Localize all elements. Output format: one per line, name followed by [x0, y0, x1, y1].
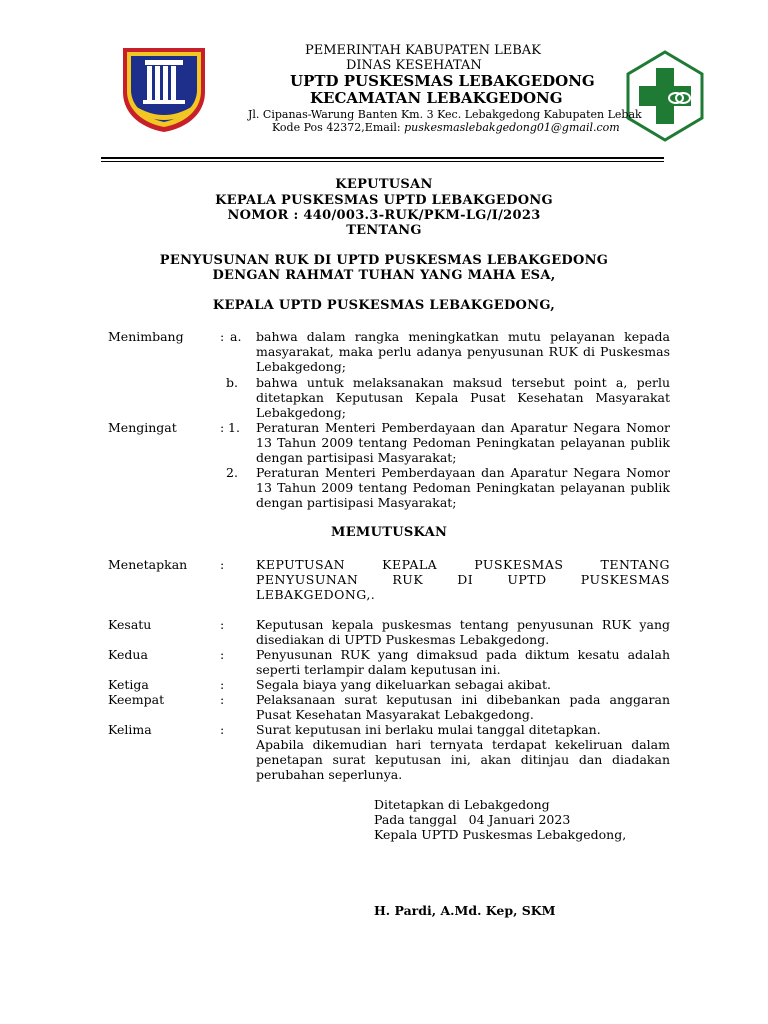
doc-number: NOMOR : 440/003.3-RUK/PKM-LG/I/2023	[227, 208, 541, 223]
doc-preamble: DENGAN RAHMAT TUHAN YANG MAHA ESA,	[212, 268, 556, 283]
letterhead-line-4: KECAMATAN LEBAKGEDONG	[310, 89, 563, 107]
letterhead-line-3: UPTD PUSKESMAS LEBAKGEDONG	[290, 72, 595, 90]
diktum-colon: :	[220, 617, 225, 632]
diktum-label-kedua: Kedua	[108, 647, 148, 662]
diktum-colon: :	[220, 647, 225, 662]
diktum-text-kelima-2: Apabila dikemudian hari ternyata terdapat kekeliruan dalam penetapan surat keputusan ini, akan ditinjau dan diadakan perubahan seperlunya.	[256, 737, 670, 782]
signature-date: Pada tanggal 04 Januari 2023	[374, 812, 571, 827]
diktum-text-kedua: Penyusunan RUK yang dimaksud pada diktum kesatu adalah seperti terlampir dalam keputusan ini.	[256, 647, 670, 677]
kabupaten-lebak-emblem	[117, 42, 211, 134]
diktum-label-keempat: Keempat	[108, 692, 165, 707]
diktum-text-ketiga: Segala biaya yang dikeluarkan sebagai akibat.	[256, 677, 551, 692]
memutuskan-heading: MEMUTUSKAN	[331, 525, 448, 540]
diktum-text-kelima: Surat keputusan ini berlaku mulai tanggal ditetapkan.	[256, 722, 601, 737]
doc-subject: PENYUSUNAN RUK DI UPTD PUSKESMAS LEBAKGEDONG	[159, 253, 609, 268]
diktum-colon: :	[220, 722, 225, 737]
diktum-label-menetapkan: Menetapkan	[108, 557, 188, 572]
letterhead-address: Jl. Cipanas-Warung Banten Km. 3 Kec. Lebakgedong Kabupaten Lebak	[248, 108, 642, 121]
menimbang-a-text: bahwa dalam rangka meningkatkan mutu pelayanan kepada masyarakat, maka perlu adanya penyusunan RUK di Puskesmas Lebakgedong;	[256, 329, 670, 374]
mengingat-label: Mengingat	[108, 420, 177, 435]
mengingat-colon: :	[220, 420, 225, 435]
diktum-label-kelima: Kelima	[108, 722, 152, 737]
menimbang-colon: :	[220, 329, 225, 344]
letterhead-rule-thin	[101, 161, 664, 162]
letterhead-line-1: PEMERINTAH KABUPATEN LEBAK	[305, 43, 541, 58]
diktum-colon: :	[220, 677, 225, 692]
signature-name: H. Pardi, A.Md. Kep, SKM	[374, 903, 556, 918]
menimbang-a-marker: a.	[230, 329, 242, 344]
diktum-text-menetapkan: KEPUTUSAN KEPALA PUSKESMAS TENTANG PENYUSUNAN RUK DI UPTD PUSKESMAS LEBAKGEDONG,.	[256, 557, 670, 602]
email-address: puskesmaslebakgedong01@gmail.com	[404, 121, 620, 134]
mengingat-2-text: Peraturan Menteri Pemberdayaan dan Aparatur Negara Nomor 13 Tahun 2009 tentang Pedoman Peningkatan pelayanan publik dengan partisipasi Masyarakat;	[256, 465, 670, 510]
diktum-colon: :	[220, 557, 225, 572]
doc-tentang: TENTANG	[346, 223, 422, 238]
diktum-label-kesatu: Kesatu	[108, 617, 152, 632]
doc-authority: KEPALA UPTD PUSKESMAS LEBAKGEDONG,	[212, 298, 556, 313]
doc-issuer: KEPALA PUSKESMAS UPTD LEBAKGEDONG	[215, 193, 553, 208]
signature-role: Kepala UPTD Puskesmas Lebakgedong,	[374, 827, 627, 842]
postal-code: Kode Pos 42372,Email:	[272, 121, 405, 134]
mengingat-2-marker: 2.	[226, 465, 238, 480]
diktum-label-ketiga: Ketiga	[108, 677, 149, 692]
signature-place: Ditetapkan di Lebakgedong	[374, 797, 550, 812]
diktum-text-keempat: Pelaksanaan surat keputusan ini dibebankan pada anggaran Pusat Kesehatan Masyarakat Lebakgedong.	[256, 692, 670, 722]
letterhead-contact	[272, 120, 620, 136]
menimbang-label: Menimbang	[108, 329, 184, 344]
diktum-text-kesatu: Keputusan kepala puskesmas tentang penyusunan RUK yang disediakan di UPTD Puskesmas Lebakgedong.	[256, 617, 670, 647]
mengingat-1-marker: 1.	[228, 420, 240, 435]
mengingat-1-text: Peraturan Menteri Pemberdayaan dan Aparatur Negara Nomor 13 Tahun 2009 tentang Pedoman Peningkatan pelayanan publik dengan partisipasi Masyarakat;	[256, 420, 670, 465]
menimbang-b-marker: b.	[226, 375, 238, 390]
puskesmas-cross-logo	[626, 50, 704, 142]
letterhead-rule-thick	[101, 157, 664, 159]
letterhead-line-2: DINAS KESEHATAN	[346, 58, 482, 73]
diktum-colon: :	[220, 692, 225, 707]
menimbang-b-text: bahwa untuk melaksanakan maksud tersebut point a, perlu ditetapkan Keputusan Kepala Pusat Kesehatan Masyarakat Lebakgedong;	[256, 375, 670, 420]
doc-type: KEPUTUSAN	[335, 177, 433, 192]
